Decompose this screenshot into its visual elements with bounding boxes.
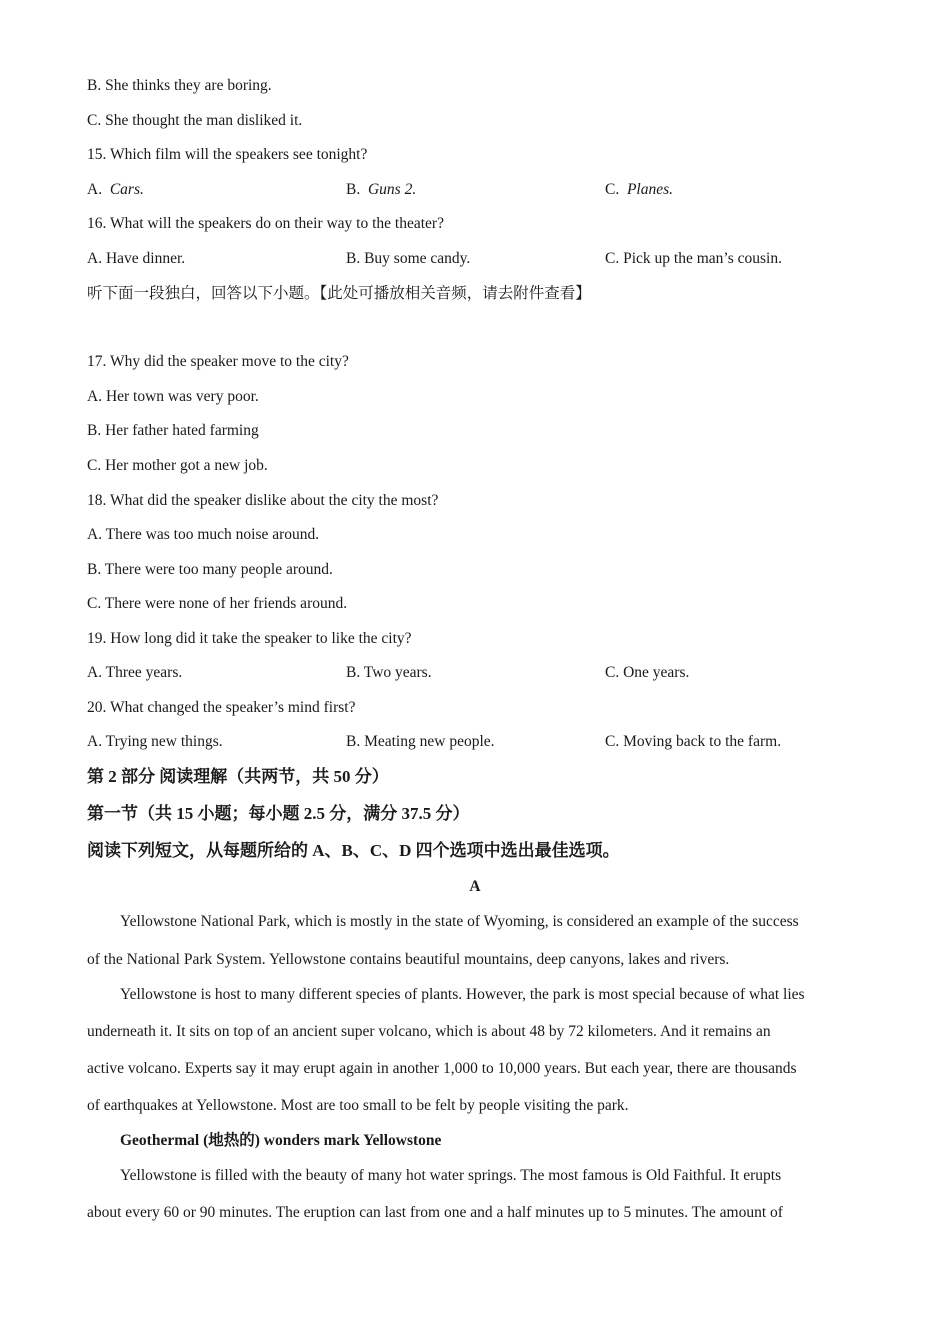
q17-option-b: B. Her father hated farming [87, 422, 259, 439]
reading-instruction: 阅读下列短文，从每题所给的 A、B、C、D 四个选项中选出最佳选项。 [87, 841, 620, 860]
passage-p2-line2: underneath it. It sits on top of an ancient super volcano, which is about 48 by 72 kilometers. And it remains an [87, 1023, 771, 1040]
q15-option-a: A. Cars. [87, 181, 144, 198]
part-title: 第 2 部分 阅读理解（共两节，共 50 分） [87, 767, 389, 786]
q16-question: 16. What will the speakers do on their way to the theater? [87, 215, 444, 232]
subsection-title: 第一节（共 15 小题；每小题 2.5 分，满分 37.5 分） [87, 804, 470, 823]
q19-option-c: C. One years. [605, 664, 690, 681]
q18-option-c: C. There were none of her friends around. [87, 595, 348, 612]
q16-option-c: C. Pick up the man’s cousin. [605, 250, 782, 267]
passage-p2-line1: Yellowstone is host to many different species of plants. However, the park is most special because of what lies [120, 986, 805, 1003]
q15-option-c: C. Planes. [605, 181, 674, 198]
q20-option-c: C. Moving back to the farm. [605, 733, 782, 750]
passage-p1-line2: of the National Park System. Yellowstone contains beautiful mountains, deep canyons, lakes and rivers. [87, 951, 730, 968]
q19-option-a: A. Three years. [87, 664, 183, 681]
q15-question: 15. Which film will the speakers see tonight? [87, 146, 368, 163]
q20-option-a: A. Trying new things. [87, 733, 223, 750]
q19-question: 19. How long did it take the speaker to like the city? [87, 630, 412, 647]
q18-option-a: A. There was too much noise around. [87, 526, 320, 543]
q17-question: 17. Why did the speaker move to the city? [87, 353, 349, 370]
q15-option-b: B. Guns 2. [346, 181, 417, 198]
monologue-instruction: 听下面一段独白，回答以下小题。【此处可播放相关音频，请去附件查看】 [87, 285, 591, 302]
q20-question: 20. What changed the speaker’s mind first? [87, 699, 356, 716]
passage-p3-line2: about every 60 or 90 minutes. The eruption can last from one and a half minutes up to 5 minutes. The amount of [87, 1204, 783, 1221]
q18-option-b: B. There were too many people around. [87, 561, 333, 578]
q20-option-b: B. Meating new people. [346, 733, 495, 750]
q18-question: 18. What did the speaker dislike about the city the most? [87, 492, 439, 509]
q19-option-b: B. Two years. [346, 664, 432, 681]
passage-p2-line3: active volcano. Experts say it may erupt again in another 1,000 to 10,000 years. But each year, there are thousands [87, 1060, 797, 1077]
q17-option-a: A. Her town was very poor. [87, 388, 259, 405]
passage-p1-line1: Yellowstone National Park, which is mostly in the state of Wyoming, is considered an example of the success [120, 913, 799, 930]
passage-subheading: Geothermal (地热的) wonders mark Yellowstone [120, 1132, 442, 1149]
q17-option-c: C. Her mother got a new job. [87, 457, 268, 474]
q14-option-c: C. She thought the man disliked it. [87, 112, 303, 129]
passage-p2-line4: of earthquakes at Yellowstone. Most are too small to be felt by people visiting the park. [87, 1097, 629, 1114]
q14-option-b: B. She thinks they are boring. [87, 77, 272, 94]
passage-p3-line1: Yellowstone is filled with the beauty of many hot water springs. The most famous is Old Faithful. It erupts [120, 1167, 782, 1184]
q16-option-b: B. Buy some candy. [346, 250, 471, 267]
q16-option-a: A. Have dinner. [87, 250, 186, 267]
passage-label: A [469, 878, 481, 895]
